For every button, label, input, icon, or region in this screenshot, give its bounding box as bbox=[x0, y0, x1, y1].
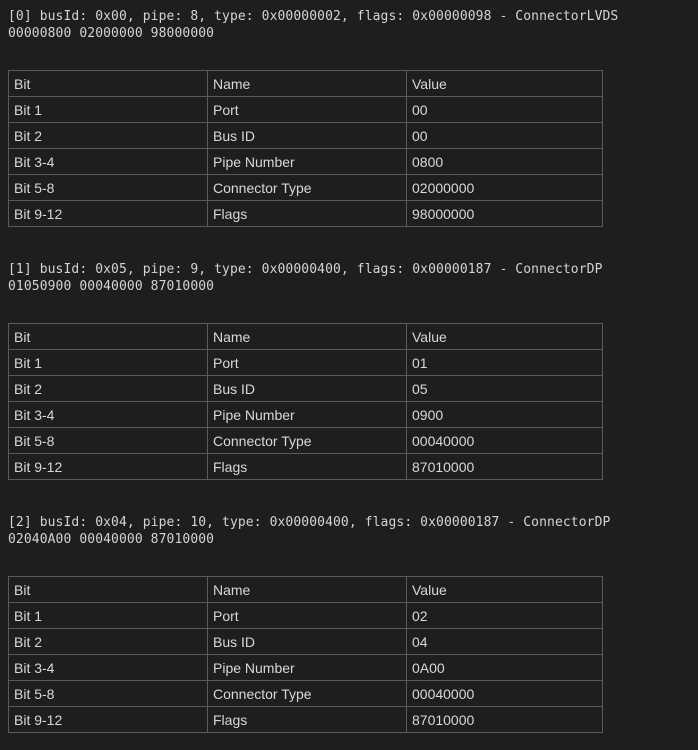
table-cell: Bit 3-4 bbox=[9, 655, 208, 681]
table-cell: Port bbox=[208, 350, 407, 376]
table-cell: Bit 1 bbox=[9, 97, 208, 123]
table-cell: Bit 5-8 bbox=[9, 681, 208, 707]
table-cell: 05 bbox=[407, 376, 603, 402]
table-cell: Port bbox=[208, 97, 407, 123]
column-header: Value bbox=[407, 71, 603, 97]
table-cell: 02 bbox=[407, 603, 603, 629]
table-header-row bbox=[9, 577, 603, 603]
table-cell: Bit 1 bbox=[9, 350, 208, 376]
table-cell: Bit 3-4 bbox=[9, 402, 208, 428]
column-header: Name bbox=[208, 71, 407, 97]
table-cell: Connector Type bbox=[208, 681, 407, 707]
table-cell: Connector Type bbox=[208, 175, 407, 201]
table-cell: 00040000 bbox=[407, 681, 603, 707]
column-header: Value bbox=[407, 324, 603, 350]
table-cell: Bit 1 bbox=[9, 603, 208, 629]
table-row bbox=[9, 97, 603, 123]
table-row bbox=[9, 603, 603, 629]
table-cell: Flags bbox=[208, 707, 407, 733]
table-cell: Flags bbox=[208, 454, 407, 480]
table-cell: Bit 9-12 bbox=[9, 201, 208, 227]
connector-bit-table bbox=[8, 323, 603, 480]
table-cell: 04 bbox=[407, 629, 603, 655]
table-cell: 00040000 bbox=[407, 428, 603, 454]
table-cell: 98000000 bbox=[407, 201, 603, 227]
connector-info-line: [1] busId: 0x05, pipe: 9, type: 0x00000400, flags: 0x00000187 - ConnectorDP bbox=[8, 262, 603, 277]
table-row bbox=[9, 707, 603, 733]
table-cell: 0800 bbox=[407, 149, 603, 175]
table-cell: Bus ID bbox=[208, 629, 407, 655]
table-cell: Bit 2 bbox=[9, 629, 208, 655]
column-header: Value bbox=[407, 577, 603, 603]
column-header: Bit bbox=[9, 577, 208, 603]
connector-bit-table bbox=[8, 70, 603, 227]
table-cell: 87010000 bbox=[407, 707, 603, 733]
table-cell: 0900 bbox=[407, 402, 603, 428]
table-cell: Bit 2 bbox=[9, 123, 208, 149]
table-cell: Bit 5-8 bbox=[9, 428, 208, 454]
table-cell: 0A00 bbox=[407, 655, 603, 681]
table-cell: Port bbox=[208, 603, 407, 629]
table-cell: Flags bbox=[208, 201, 407, 227]
connector-header bbox=[8, 514, 610, 548]
table-cell: Connector Type bbox=[208, 428, 407, 454]
connector-info-line: [0] busId: 0x00, pipe: 8, type: 0x00000002, flags: 0x00000098 - ConnectorLVDS bbox=[8, 9, 619, 24]
table-row bbox=[9, 681, 603, 707]
table-cell: 00 bbox=[407, 123, 603, 149]
table-cell: Bit 2 bbox=[9, 376, 208, 402]
table-cell: Pipe Number bbox=[208, 402, 407, 428]
table-cell: 87010000 bbox=[407, 454, 603, 480]
column-header: Bit bbox=[9, 71, 208, 97]
table-row bbox=[9, 402, 603, 428]
table-cell: Bit 9-12 bbox=[9, 454, 208, 480]
table-cell: Bus ID bbox=[208, 376, 407, 402]
table-cell: Pipe Number bbox=[208, 149, 407, 175]
table-cell: Pipe Number bbox=[208, 655, 407, 681]
column-header: Bit bbox=[9, 324, 208, 350]
table-row bbox=[9, 149, 603, 175]
table-cell: Bit 5-8 bbox=[9, 175, 208, 201]
table-cell: Bit 3-4 bbox=[9, 149, 208, 175]
table-cell: Bit 9-12 bbox=[9, 707, 208, 733]
table-row bbox=[9, 376, 603, 402]
table-cell: 02000000 bbox=[407, 175, 603, 201]
table-row bbox=[9, 175, 603, 201]
connector-header bbox=[8, 261, 603, 295]
connector-hex-line: 01050900 00040000 87010000 bbox=[8, 279, 215, 294]
column-header: Name bbox=[208, 324, 407, 350]
connector-hex-line: 02040A00 00040000 87010000 bbox=[8, 532, 215, 547]
table-row bbox=[9, 350, 603, 376]
table-cell: 00 bbox=[407, 97, 603, 123]
table-row bbox=[9, 655, 603, 681]
connector-bit-table bbox=[8, 576, 603, 733]
table-header-row bbox=[9, 324, 603, 350]
table-cell: Bus ID bbox=[208, 123, 407, 149]
connector-header bbox=[8, 8, 618, 42]
table-cell: 01 bbox=[407, 350, 603, 376]
table-row bbox=[9, 454, 603, 480]
table-row bbox=[9, 629, 603, 655]
table-row bbox=[9, 201, 603, 227]
table-row bbox=[9, 123, 603, 149]
connector-info-line: [2] busId: 0x04, pipe: 10, type: 0x00000400, flags: 0x00000187 - ConnectorDP bbox=[8, 515, 611, 530]
connector-hex-line: 00000800 02000000 98000000 bbox=[8, 26, 215, 41]
table-header-row bbox=[9, 71, 603, 97]
column-header: Name bbox=[208, 577, 407, 603]
table-row bbox=[9, 428, 603, 454]
